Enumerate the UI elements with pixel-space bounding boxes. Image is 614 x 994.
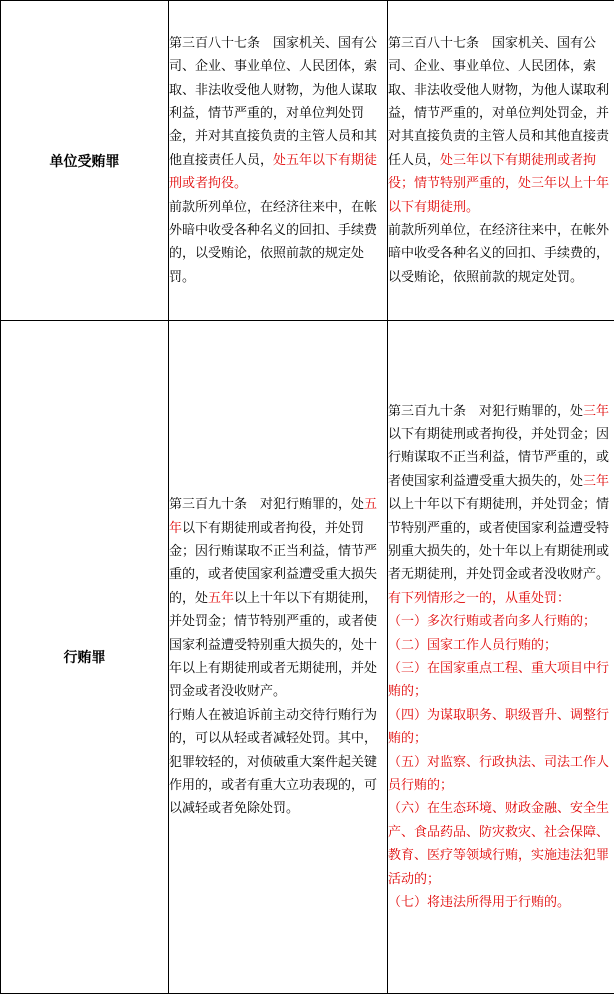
aggravating-item: （六）在生态环境、财政金融、安全生产、食品药品、防灾救灾、社会保障、教育、医疗等领域行贿，实施违法犯罪活动的； [388,797,614,891]
law-text-highlight: 五年 [169,497,377,535]
aggravating-item: （七）将违法所得用于行贿的。 [388,891,614,914]
law-text-highlight: 三年 [583,474,609,489]
law-text-highlight: 三年 [583,404,609,419]
old-law-paragraph: 前款所列单位，在经济往来中，在帐外暗中收受各种名义的回扣、手续费的，以受贿论，依照前款的规定处罚。 [169,196,387,290]
law-text: 第三百九十条 对犯行贿罪的，处 [388,404,583,419]
old-law-cell [169,321,388,994]
law-text: 以下有期徒刑或者拘役，并处罚金；因行贿谋取不正当利益，情节严重的，或者使国家利益遭受重大损失的，处 [169,521,377,606]
old-law-paragraph: 行贿人在被追诉前主动交待行贿行为的，可以从轻或者减轻处罚。其中，犯罪较轻的，对侦破重大案件起关键作用的，或者有重大立功表现的，可以减轻或者免除处罚。 [169,704,387,821]
law-text-highlight: 五年 [208,591,234,606]
law-text-highlight: 处五年以下有期徒刑或者拘役。 [169,153,377,191]
law-text: 第三百八十七条 国家机关、国有公司、企业、事业单位、人民团体，索取、非法收受他人财物，为他人谋取利益，情节严重的，对单位判处罚金，并对其直接负责的主管人员和其他直接责任人员， [169,36,377,168]
law-text: 第三百八十七条 国家机关、国有公司、企业、事业单位、人民团体，索取、非法收受他人财物，为他人谋取利益，情节严重的，对单位判处罚金，并对其直接负责的主管人员和其他直接责任人员， [388,36,609,168]
law-text: 以下有期徒刑或者拘役，并处罚金；因行贿谋取不正当利益，情节严重的，或者使国家利益遭受重大损失的，处 [388,427,609,489]
table-row [1,321,614,994]
crime-name: 单位受贿罪 [50,154,120,170]
aggravating-item: （三）在国家重点工程、重大项目中行贿的； [388,657,614,704]
law-text-highlight: 处三年以下有期徒刑或者拘役；情节特别严重的，处三年以上十年以下有期徒刑。 [388,153,609,215]
new-law-paragraph: 前款所列单位，在经济往来中，在帐外暗中收受各种名义的回扣、手续费的，以受贿论，依照前款的规定处罚。 [388,219,614,289]
crime-name-cell [1,321,169,994]
aggravating-item: （二）国家工作人员行贿的； [388,634,614,657]
aggravating-item: （四）为谋取职务、职级晋升、调整行贿的； [388,704,614,751]
old-law-paragraph [169,32,387,196]
law-text: 以上十年以下有期徒刑，并处罚金；情节特别严重的，或者使国家利益遭受特别重大损失的，处十年以上有期徒刑或者无期徒刑，并处罚金或者没收财产。 [388,497,609,582]
aggravating-item: （五）对监察、行政执法、司法工作人员行贿的； [388,751,614,798]
aggravating-item: （一）多次行贿或者向多人行贿的； [388,610,614,633]
new-law-paragraph [388,32,614,219]
crime-name-cell [1,1,169,321]
old-law-paragraph [169,493,387,704]
new-law-paragraph [388,400,614,587]
table-row [1,1,614,321]
law-text: 以上十年以下有期徒刑，并处罚金；情节特别严重的，或者使国家利益遭受特别重大损失的，处十年以上有期徒刑或者无期徒刑，并处罚金或者没收财产。 [169,591,377,700]
aggravating-intro: 有下列情形之一的，从重处罚： [388,587,614,610]
law-text: 第三百九十条 对犯行贿罪的，处 [169,497,364,512]
crime-name: 行贿罪 [64,650,106,666]
new-law-cell [388,1,614,321]
new-law-cell [388,321,614,994]
old-law-cell [169,1,388,321]
